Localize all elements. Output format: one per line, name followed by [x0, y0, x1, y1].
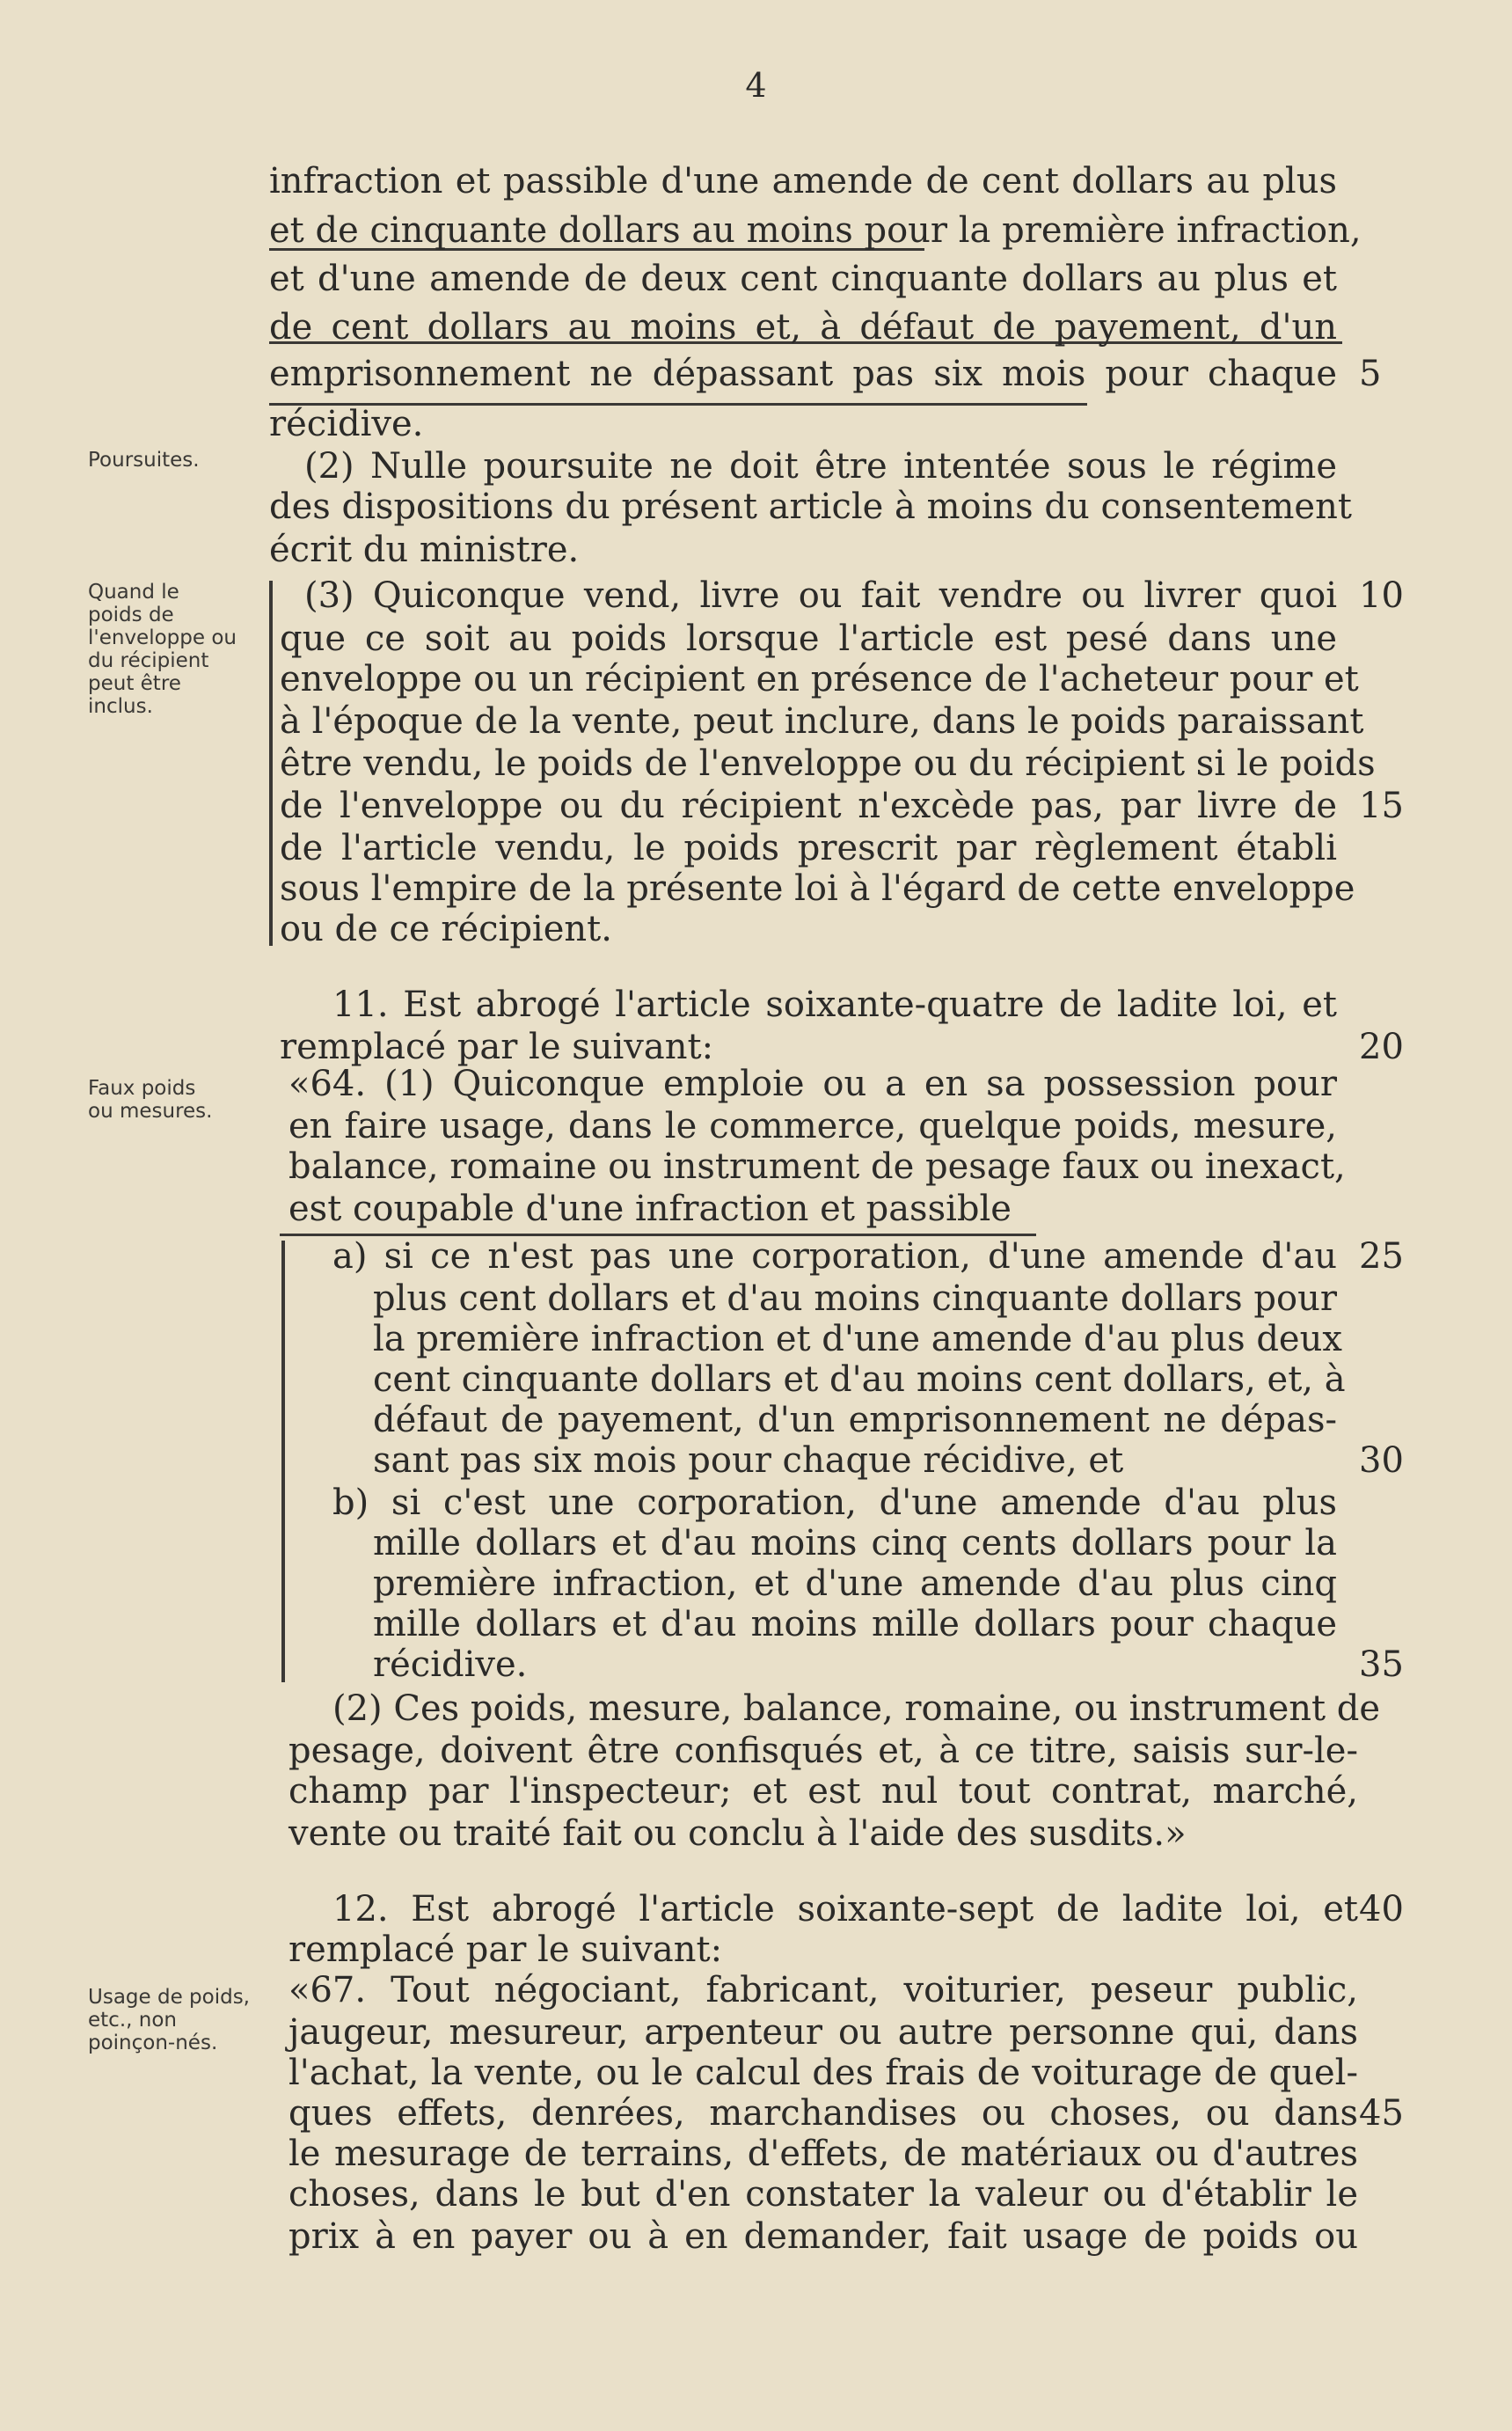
text-line: infraction et passible d'une amende de cent dollars au plus [269, 161, 1337, 201]
text-line: enveloppe ou un récipient en présence de l'acheteur pour et [280, 659, 1359, 699]
item-a: a) si ce n'est pas une corporation, d'une amende d'au [332, 1236, 1337, 1277]
text-line: ques effets, denrées, marchandises ou choses, ou dans [289, 2093, 1358, 2134]
section-64-heading: «64. (1) Quiconque emploie ou a en sa possession pour [289, 1064, 1337, 1104]
text-line: l'achat, la vente, ou le calcul des frais de voiturage de quel- [289, 2053, 1358, 2093]
margin-note-poursuites: Poursuites. [88, 449, 200, 472]
text-line: à l'époque de la vente, peut inclure, dans le poids paraissant [280, 701, 1364, 742]
text-line: balance, romaine ou instrument de pesage faux ou inexact, [289, 1146, 1346, 1187]
text-line: cent cinquante dollars et d'au moins cent dollars, et, à [373, 1359, 1346, 1400]
text-line: (3) Quiconque vend, livre ou fait vendre ou livrer quoi [304, 575, 1337, 616]
text-line: emprisonnement ne dépassant pas six mois pour chaque [269, 354, 1337, 394]
line-number: 10 [1359, 575, 1404, 616]
text-line: remplacé par le suivant: [280, 1027, 714, 1067]
text-line: de cent dollars au moins et, à défaut de payement, d'un [269, 307, 1337, 348]
line-number: 5 [1359, 354, 1382, 394]
text-line: et de cinquante dollars au moins pour la première infraction, [269, 210, 1362, 251]
text-line: défaut de payement, d'un emprisonnement ne dépas- [373, 1400, 1337, 1440]
text-line: est coupable d'une infraction et passible [289, 1189, 1012, 1229]
text-line: remplacé par le suivant: [289, 1929, 723, 1970]
text-line: mille dollars et d'au moins cinq cents dollars pour la [373, 1523, 1337, 1563]
text-line: champ par l'inspecteur; et est nul tout contrat, marché, [289, 1771, 1358, 1812]
text-line: plus cent dollars et d'au moins cinquante dollars pour [373, 1278, 1337, 1319]
text-line: prix à en payer ou à en demander, fait usage de poids ou [289, 2216, 1358, 2257]
margin-note-usage-poids: Usage de poids, etc., non poinçon-nés. [88, 1986, 250, 2054]
line-number: 45 [1359, 2093, 1404, 2134]
text-line: être vendu, le poids de l'enveloppe ou du récipient si le poids [280, 743, 1376, 784]
section-11-heading: 11. Est abrogé l'article soixante-quatre de ladite loi, et [332, 985, 1337, 1025]
page-number: 4 [745, 66, 767, 105]
line-number: 25 [1359, 1236, 1404, 1277]
section-12-heading: 12. Est abrogé l'article soixante-sept de ladite loi, et [332, 1889, 1358, 1929]
line-number: 35 [1359, 1644, 1404, 1685]
text-line: ou de ce récipient. [280, 909, 612, 949]
line-number: 40 [1359, 1889, 1404, 1929]
text-line: en faire usage, dans le commerce, quelque poids, mesure, [289, 1106, 1337, 1146]
text-line: (2) Nulle poursuite ne doit être intentée sous le régime [304, 446, 1337, 487]
margin-bracket [281, 1241, 285, 1682]
text-line: mille dollars et d'au moins mille dollars pour chaque [373, 1604, 1337, 1644]
text-line: de l'article vendu, le poids prescrit par règlement établi [280, 828, 1337, 868]
text-line: la première infraction et d'une amende d'au plus deux [373, 1319, 1342, 1359]
text-line: sous l'empire de la présente loi à l'égard de cette enveloppe [280, 868, 1355, 909]
text-line: le mesurage de terrains, d'effets, de matériaux ou d'autres [289, 2134, 1358, 2174]
text-line: jaugeur, mesureur, arpenteur ou autre personne qui, dans [289, 2012, 1358, 2053]
text-line: écrit du ministre. [269, 530, 580, 570]
text-line: et d'une amende de deux cent cinquante dollars au plus et [269, 259, 1337, 299]
margin-note-enveloppe: Quand le poids de l'enveloppe ou du récipient peut être inclus. [88, 581, 237, 718]
line-number: 20 [1359, 1027, 1404, 1067]
text-line: première infraction, et d'une amende d'au plus cinq [373, 1563, 1337, 1604]
text-line: récidive. [269, 404, 424, 444]
line-number: 30 [1359, 1440, 1404, 1481]
text-line: choses, dans le but d'en constater la valeur ou d'établir le [289, 2174, 1358, 2215]
margin-note-faux-poids: Faux poids ou mesures. [88, 1077, 213, 1123]
text-line: (2) Ces poids, mesure, balance, romaine, ou instrument de [332, 1688, 1381, 1729]
text-line: de l'enveloppe ou du récipient n'excède pas, par livre de [280, 786, 1337, 826]
text-line: sant pas six mois pour chaque récidive, et [373, 1440, 1124, 1481]
text-line: des dispositions du présent article à moins du consentement [269, 487, 1352, 527]
text-line: pesage, doivent être confisqués et, à ce titre, saisis sur-le- [289, 1731, 1358, 1771]
margin-bracket [269, 581, 273, 946]
line-number: 15 [1359, 786, 1404, 826]
text-line: récidive. [373, 1644, 528, 1685]
item-b: b) si c'est une corporation, d'une amende d'au plus [332, 1483, 1337, 1523]
section-67-heading: «67. Tout négociant, fabricant, voiturier, peseur public, [289, 1970, 1358, 2010]
text-line: vente ou traité fait ou conclu à l'aide des susdits.» [289, 1813, 1187, 1854]
text-line: que ce soit au poids lorsque l'article est pesé dans une [280, 619, 1337, 659]
